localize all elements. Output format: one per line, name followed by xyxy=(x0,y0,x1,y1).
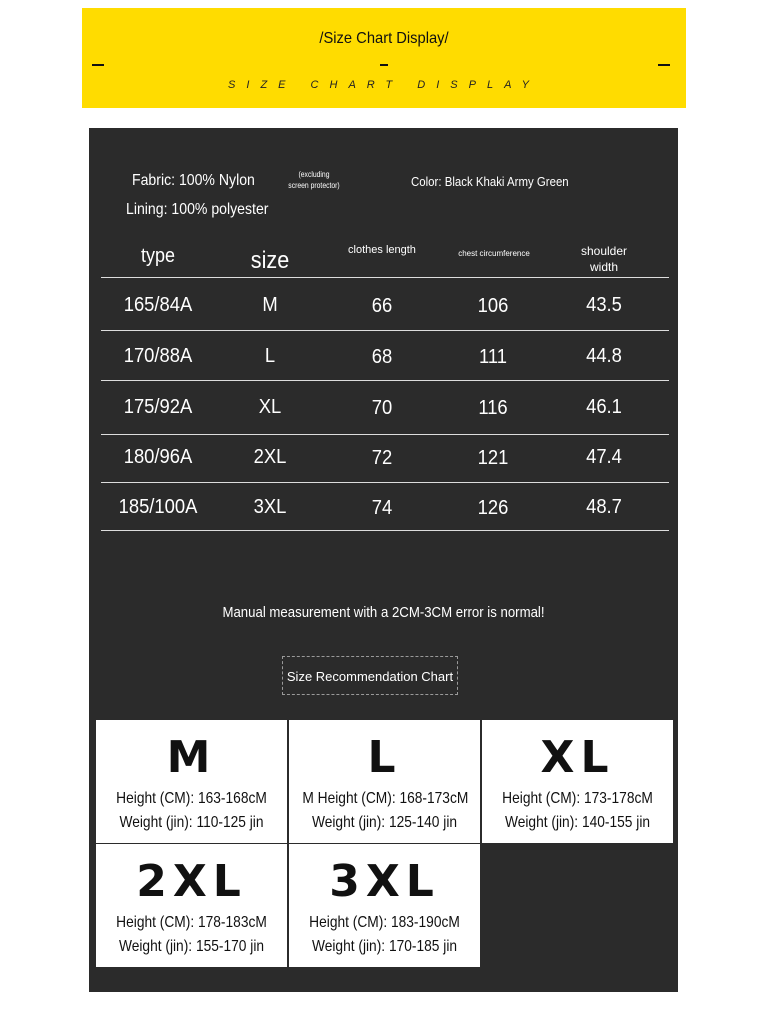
cell-shoulder: 48.7 xyxy=(586,496,622,518)
banner-dash-right xyxy=(658,64,670,66)
card-size-label: M xyxy=(166,732,217,783)
card-weight: Weight (jin): 110-125 jin xyxy=(119,814,264,831)
table-rule xyxy=(101,482,669,483)
banner-dash-middle xyxy=(380,64,388,66)
table-rule xyxy=(101,380,669,381)
card-height: Height (CM): 173-178cM xyxy=(502,790,653,807)
header-clothes-length: clothes length xyxy=(348,244,416,256)
cell-type: 170/88A xyxy=(123,345,193,367)
header-chest-circumference: chest circumference xyxy=(458,249,530,258)
banner-subtitle: SIZE CHART DISPLAY xyxy=(228,79,540,91)
fabric-note: (excluding screen protector) xyxy=(288,170,340,190)
header-banner xyxy=(82,8,686,108)
banner-dash-left xyxy=(92,64,104,66)
cell-length: 66 xyxy=(371,295,393,317)
cell-shoulder: 44.8 xyxy=(586,345,622,367)
size-recommendation-title: Size Recommendation Chart xyxy=(282,656,458,695)
cell-size: 3XL xyxy=(253,496,287,518)
size-card-m xyxy=(96,720,287,843)
cell-size: L xyxy=(264,345,276,367)
table-rule xyxy=(101,330,669,331)
size-card-l xyxy=(289,720,480,843)
header-shoulder-width: shoulder width xyxy=(580,244,628,274)
cell-shoulder: 43.5 xyxy=(586,294,622,316)
cell-length: 70 xyxy=(371,397,393,419)
cell-type: 185/100A xyxy=(118,496,198,518)
card-size-label: 2XL xyxy=(136,856,247,907)
cell-shoulder: 47.4 xyxy=(586,446,622,468)
table-rule xyxy=(101,277,669,278)
card-height: Height (CM): 163-168cM xyxy=(116,790,267,807)
card-size-label: XL xyxy=(540,732,615,783)
cell-chest: 106 xyxy=(477,295,509,317)
lining-info: Lining: 100% polyester xyxy=(126,201,269,218)
card-size-label: 3XL xyxy=(329,856,440,907)
cell-length: 74 xyxy=(371,497,393,519)
cell-type: 175/92A xyxy=(123,396,193,418)
cell-size: M xyxy=(262,294,278,316)
card-weight: Weight (jin): 125-140 jin xyxy=(311,814,458,831)
cell-length: 72 xyxy=(371,447,393,469)
card-height: M Height (CM): 168-173cM xyxy=(302,790,469,807)
size-card-2xl xyxy=(96,844,287,967)
card-weight: Weight (jin): 170-185 jin xyxy=(311,938,458,955)
banner-title: /Size Chart Display/ xyxy=(319,30,449,47)
cell-size: 2XL xyxy=(253,446,287,468)
table-rule xyxy=(101,434,669,435)
cell-type: 165/84A xyxy=(123,294,193,316)
card-weight: Weight (jin): 140-155 jin xyxy=(504,814,651,831)
size-card-xl xyxy=(482,720,673,843)
card-size-label: L xyxy=(367,732,402,783)
cell-chest: 126 xyxy=(477,497,509,519)
size-card-3xl xyxy=(289,844,480,967)
card-weight: Weight (jin): 155-170 jin xyxy=(118,938,265,955)
cell-chest: 116 xyxy=(478,397,508,419)
cell-type: 180/96A xyxy=(123,446,193,468)
cell-length: 68 xyxy=(371,346,393,368)
table-rule xyxy=(101,530,669,531)
cell-shoulder: 46.1 xyxy=(586,396,622,418)
cell-chest: 111 xyxy=(479,346,507,368)
card-height: Height (CM): 183-190cM xyxy=(309,914,460,931)
cell-chest: 121 xyxy=(477,447,509,469)
cell-size: XL xyxy=(258,396,282,418)
header-size: size xyxy=(250,247,290,274)
card-height: Height (CM): 178-183cM xyxy=(116,914,267,931)
measurement-note: Manual measurement with a 2CM-3CM error is normal! xyxy=(222,604,545,621)
fabric-info: Fabric: 100% Nylon xyxy=(132,172,255,189)
color-info: Color: Black Khaki Army Green xyxy=(411,174,569,189)
header-type: type xyxy=(140,245,176,267)
